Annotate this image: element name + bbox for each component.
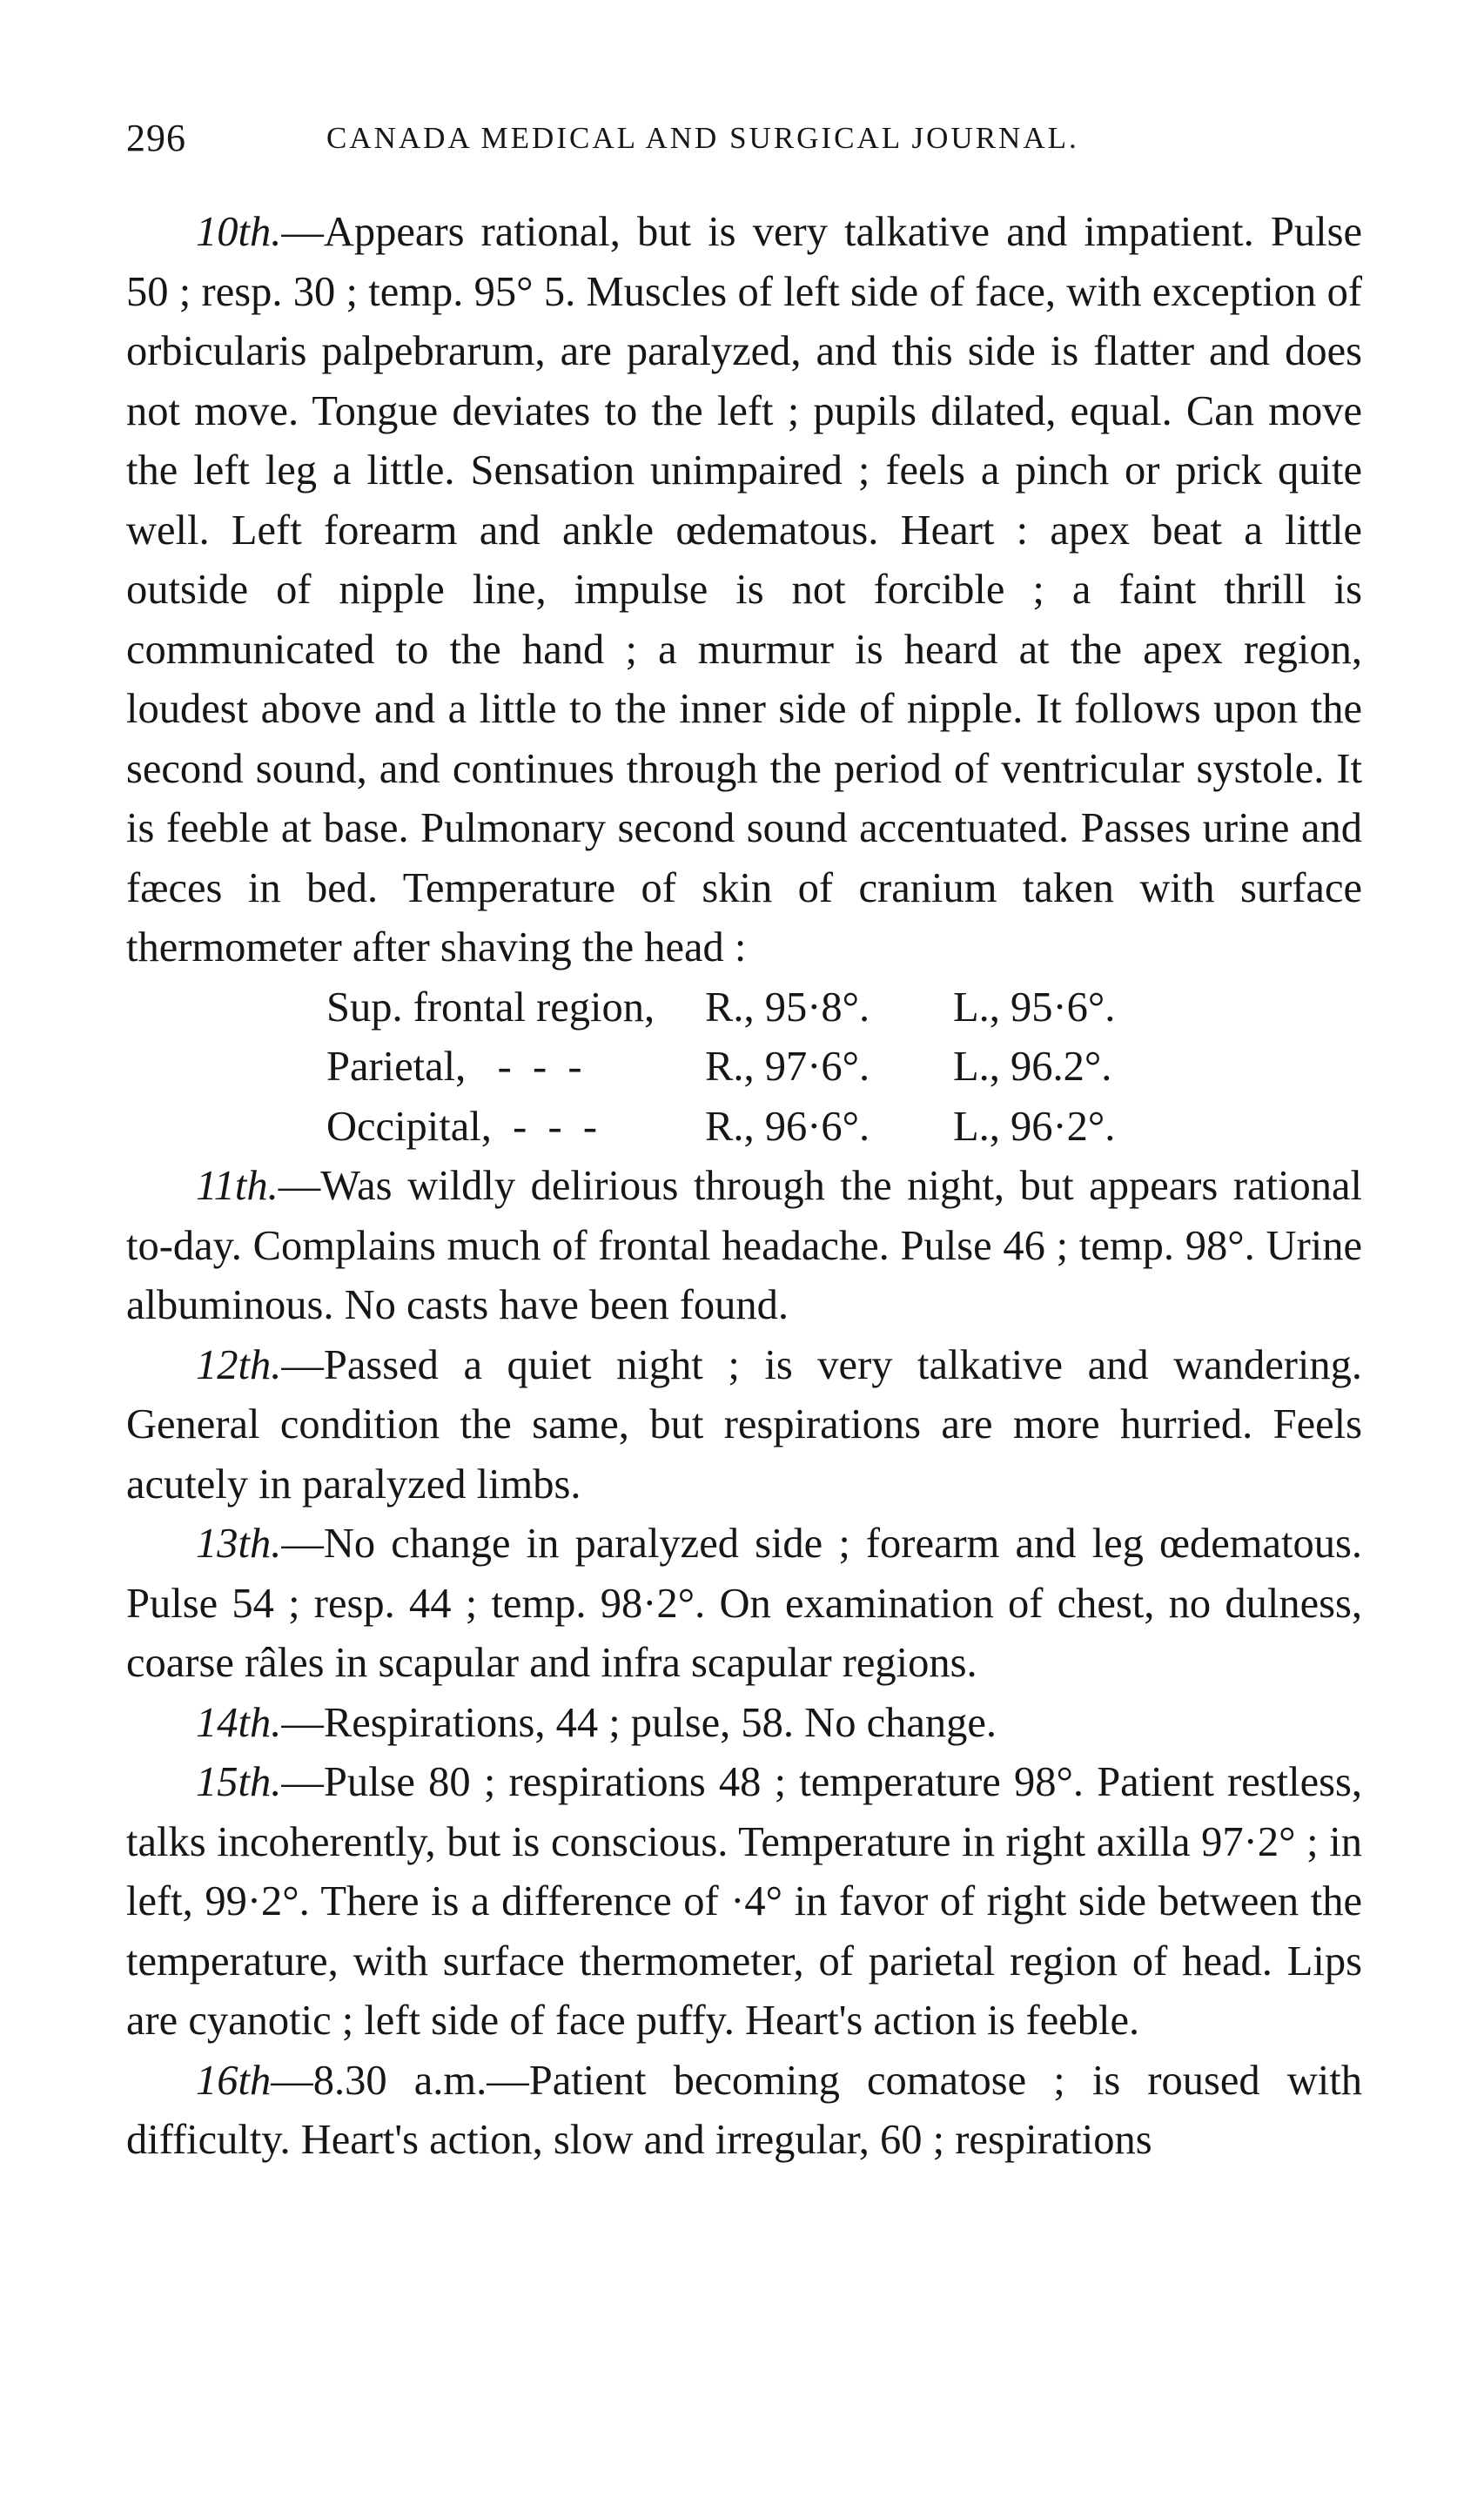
entry-date: 16th xyxy=(196,2057,272,2104)
entry-text: —8.30 a.m.—Patient becoming comatose ; is roused with difficulty. Heart's action, slow and irregular, 60 ; respirations xyxy=(126,2057,1362,2163)
entry-text: —Respirations, 44 ; pulse, 58. No change. xyxy=(281,1699,997,1746)
entry-text: —Pulse 80 ; respirations 48 ; temperature 98°. Patient restless, talks incoherently, but is conscious. Temperature in right axilla 97·2° ; in left, 99·2°. There is a difference of ·4° in favor of right side between the temperature, with surface thermometer, of parietal region of head. Lips are cyanotic ; left side of face puffy. Heart's action is feeble. xyxy=(126,1759,1362,2044)
case-notes xyxy=(126,203,1362,2171)
entry-date: 12th. xyxy=(196,1341,282,1388)
entry-15th xyxy=(126,1753,1362,2052)
right-temperature: R., 97·6°. xyxy=(705,1044,870,1090)
entry-11th xyxy=(126,1157,1362,1336)
left-temperature: L., 96.2°. xyxy=(953,1044,1112,1090)
entry-date: 15th. xyxy=(196,1759,282,1805)
region-label: Occipital, - - - xyxy=(326,1103,598,1150)
entry-14th xyxy=(126,1694,1362,1754)
entry-date: 13th. xyxy=(196,1521,282,1567)
entry-12th xyxy=(126,1336,1362,1515)
entry-date: 11th. xyxy=(196,1163,279,1209)
left-temperature: L., 96·2°. xyxy=(953,1103,1116,1150)
temperature-row-frontal xyxy=(126,978,1362,1038)
entry-13th xyxy=(126,1514,1362,1694)
entry-text: —Passed a quiet night ; is very talkative and wandering. General condition the same, but respirations are more hurried. Feels acutely in paralyzed limbs. xyxy=(126,1341,1362,1508)
entry-16th xyxy=(126,2052,1362,2171)
entry-date: 10th. xyxy=(196,209,282,255)
entry-date: 14th. xyxy=(196,1699,282,1746)
temperature-row-occipital xyxy=(126,1098,1362,1158)
page-number: 296 xyxy=(126,117,186,159)
entry-text: —Appears rational, but is very talkative and impatient. Pulse 50 ; resp. 30 ; temp. 95° 5. Muscles of left side of face, with exception of orbicularis palpebrarum, are paralyzed, and this side is flatter and does not move. Tongue deviates to the left ; pupils dilated, equal. Can move the left leg a little. Sensation unimpaired ; feels a pinch or prick quite well. Left forearm and ankle œdematous. Heart : apex beat a little outside of nipple line, impulse is not forcible ; a faint thrill is communicated to the hand ; a murmur is heard at the apex region, loudest above and a little to the inner side of nipple. It follows upon the second sound, and continues through the period of ventricular systole. It is feeble at base. Pulmonary second sound accentuated. Passes urine and fæces in bed. Temperature of skin of cranium taken with surface thermometer after shaving the head : xyxy=(126,209,1362,970)
right-temperature: R., 96·6°. xyxy=(705,1103,870,1150)
entry-text: —No change in paralyzed side ; forearm and leg œdematous. Pulse 54 ; resp. 44 ; temp. 98·2°. On examination of chest, no dulness, coarse râles in scapular and infra scapular regions. xyxy=(126,1521,1362,1686)
region-label: Sup. frontal region, xyxy=(326,984,655,1031)
right-temperature: R., 95·8°. xyxy=(705,984,870,1031)
region-label: Parietal, - - - xyxy=(326,1044,582,1090)
running-head xyxy=(126,100,1362,170)
journal-page xyxy=(126,100,1362,2171)
left-temperature: L., 95·6°. xyxy=(953,984,1116,1031)
cranium-temperature-table xyxy=(126,978,1362,1158)
temperature-row-parietal xyxy=(126,1038,1362,1098)
entry-text: —Was wildly delirious through the night, but appears rational to-day. Complains much of frontal headache. Pulse 46 ; temp. 98°. Urine albuminous. No casts have been found. xyxy=(126,1163,1362,1328)
entry-10th xyxy=(126,203,1362,978)
journal-title: CANADA MEDICAL AND SURGICAL JOURNAL. xyxy=(326,121,1079,155)
